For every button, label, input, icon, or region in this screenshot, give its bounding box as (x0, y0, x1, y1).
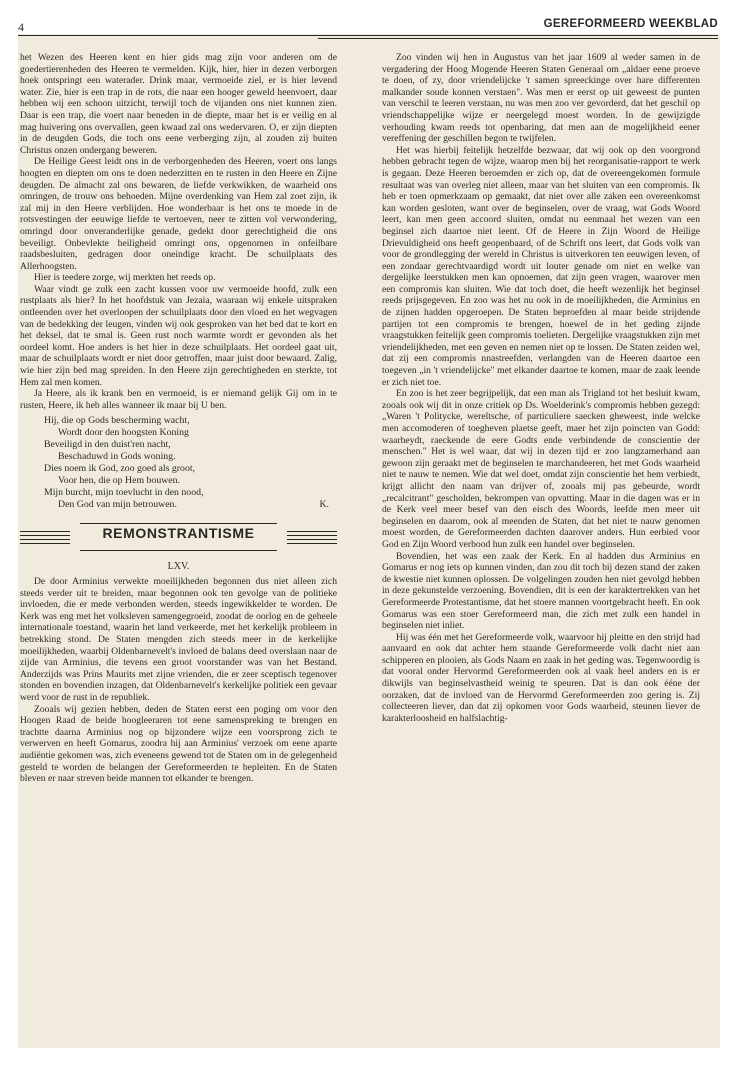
left-paragraph-6: De door Arminius verwekte moeilijkheden begonnen dus niet alleen zich steeds verder uit te breiden, maar begonnen ook ten gevolge van de politieke invloeden, die er mede verbonden werden, steeds ingewikkelder te worden. De Kerk was eng met het volksleven samengegroeid, zoodat de oorlog en de geheele internationale toestand, waarin het land verkeerde, met het kerkelijk probleem in betrekking stond. De Staten mengden zich steeds meer in de kerkelijke moeilijkheden, waarbij Oldenbarnevelt's invloed de balans deed overslaan naar de zijde van Arminius, die tevens een groot voorstander was van het Bestand. Anderzijds was Prins Maurits met zijne vrienden, die er zeer sceptisch tegenover stonden en bovendien inzagen, dat Oldenbarnevelt's kerkelijke politiek een gevaar werd voor de rust in de republiek. (20, 576, 337, 703)
left-column (20, 52, 337, 785)
right-paragraph-3: En zoo is het zeer begrijpelijk, dat een man als Trigland tot het besluit kwam, zooals ook wij dit in onze critiek op Ds. Woelderink's compromis hebben gezegd: „Waren 't Politycke, wereltsche, of particuliere saecken gheweest, inde welcke men accomoderen of toegheven plaetse geeft, maer het zijn poincten van Godd: waarheydt, raeckende de eere Godts ende verbindende de conscientie der menschen." Het is wel waar, dat wij in dezen tijd er zoo langzamerhand aan gewoon zijn geraakt met de beginselen te marchandeeren, het met Gods waarheid niet te nauw te nemen. Wie dat wel doet, omdat zijn conscientie het hem verbiedt, krijgt allicht den naam van drijver of, zooals mij pas gebeurde, wordt „recalcitrant" gescholden, bekrompen van opvatting. Maar in die dagen was er in de Kerk veel meer besef van den eisch des Woords, leefde men meer uit beginselen en daarom, ook al meenden de Staten, dat het niet te nauw genomen moest worden, de Gereformeerden dachten daarover anders. Hun eerbied voor God en Zijn Woord verbood hun zulk een handel over beginselen. (382, 388, 700, 550)
poem (44, 415, 337, 511)
poem-line: Mijn burcht, mijn toevlucht in den nood, (44, 487, 204, 499)
left-paragraph-7: Zooals wij gezien hebben, deden de Staten eerst een poging om voor den Hoogen Raad de beide hoogleeraren tot eene samenspreking te brengen en trachtte daarna Arminius nog op bijzondere wijze een voorsprong zich te verwerven en heeft Gomarus, zoodra hij aan Arminius' verzoek om eene aparte audiëntie gekomen was, zich eveneens gewend tot de Staten om in de gelegenheid gesteld te worden de belangen der Gereformeerden te bepleiten. En de Staten bleven er naar streven beide mannen tot elkander te brengen. (20, 703, 337, 785)
poem-line: Den God van mijn betrouwen. (58, 499, 177, 511)
left-paragraph-2: De Heilige Geest leidt ons in de verborgenheden des Heeren, voert ons langs hoogten en diepten om ons te doen nederzitten en te rusten in den Heere en Zijne deugden. De almacht zal ons bewaren, de liefde verkwikken, de waarheid ons omringen, de trouw ons behoeden. Mijne overdenking van Hem zal zoet zijn, ik zal mij in den Heere verblijden. Hoe wonderbaar is het ons te moede in de rotsvestingen der eeuwige liefde te vertoeven, neer te zitten vol verwondering, omringd door onveranderlijke genade, gedekt door gerechtigheid die ons beveiligt. Onbevlekte heiligheid omringt ons, opgenomen in onfeilbare raadsbesluiten, gedragen door oneindige kracht. De schuilplaats des Allerhoogsten. (20, 156, 337, 272)
poem-line: Dies noem ik God, zoo goed als groot, (44, 463, 196, 475)
right-paragraph-2: Het was hierbij feitelijk hetzelfde bezwaar, dat wij ook op den voorgrond hebben gebracht tegen de wijze, waarop men bij het reorganisatie-rapport te werk is gegaan. Deze Heeren beroemden er zich op, dat de overeengekomen formule resultaat was van overleg niet alleen, maar van het sluiten van een compromis. Ik heb er toen opmerkzaam op gemaakt, dat niet over alle zaken een overeenkomst kan worden gesloten, want over de beginselen, over de vraag, wat Gods Woord leert, kan men geen accoord sluiten, omdat nu eenmaal het wezen van een beginsel zich daartoe niet leent. Of de Heere in Zijn Woord de Heilige Drievuldigheid ons heeft geopenbaard, of de Schrift ons leert, dat Gods volk van voor de grondlegging der wereld in Christus is uitverkoren ten eeuwigen leven, of een zondaar gerechtvaardigd wordt uit louter genade om niet en welke van dergelijke leerstukken men kan opnoemen, dat zijn geen vragen, waarover men een compromis kan sluiten. Wie dat toch doet, die heeft wezenlijk het beginsel reeds prijsgegeven. En zoo was het nu ook in de moeilijkheden, die Arminius en de zijnen hadden opgeroepen. De Staten beproefden al maar beide strijdende partijen tot een compromis te brengen, hoewel de in het geding zijnde vraagstukken feitelijk geen compromis toelieten. Dergelijke vraagstukken zijn met vriendelijkheden, met een geven en nemen niet op te lossen. De Staten zeiden wel, dat zij een compromis nnastreefden, verlangden van de Heeren daartoe een toegeven „in 't vriendelijcke" met elkander daartoe te komen, maar de zaak leende er zich niet toe. (382, 144, 700, 388)
page-number: 4 (18, 20, 24, 34)
poem-line: Beveiligd in den duist'ren nacht, (44, 439, 171, 451)
heading-rule-top (80, 523, 277, 524)
right-column (382, 52, 700, 724)
right-paragraph-5: Hij was één met het Gereformeerde volk, waarvoor hij pleitte en den strijd had aanvaard en ook dat achter hem staande Gereformeerde volk dacht niet aan schipperen en plooien, als Gods Naam en zaak in het geding was. Tegenwoordig is dat vooral onder Hervormd Gereformeerden ook al vaak heel anders en is er dikwijls van beginselvastheid weinig te speuren. Dat is dan ook ééne der oorzaken, dat de invloed van de Hervormd Gereformeerden zoo gering is. Zij collecteeren liever, dan dat zij opkomen voor Gods waarheid, steunen liever de karakterloosheid en halfslachtig- (382, 631, 700, 724)
right-paragraph-1: Zoo vinden wij hen in Augustus van het jaar 1609 al weder samen in de vergadering der Hoog Mogende Heeren Staten Generaal om „aldaer eene proeve te doen, of zy, door vriendelijcke 't samen spreeckinge over hare differenten malkander soude konnen verstaen". Was men er eerst op uit geweest de punten van verschil te leeren verstaan, nu was men zoo ver gevorderd, dat het geschil op vriendschappelijke wijze er neergelegd moest worden. In de gewijzigde verhouding kwam reeds tot openbaring, dat men aan de mogelijkheid eener vereffening der geschillen begon te twijfelen. (382, 52, 700, 145)
poem-line: Wordt door den hoogsten Koning (58, 427, 189, 439)
poem-signature: K. (319, 499, 329, 511)
header-rule (18, 35, 718, 36)
journal-title: GEREFORMEERD WEEKBLAD (543, 18, 718, 30)
section-number: LXV. (167, 561, 190, 573)
left-paragraph-3: Hier is teedere zorge, wij merkten het reeds op. (34, 272, 216, 284)
left-paragraph-4: Waar vindt ge zulk een zacht kussen voor uw vermoeide hoofd, zulk een rustplaats als hier? In het hoofdstuk van Jezaia, waaraan wij enkele uitspraken ontleenden over het overloopen der schuilplaats door den vloed en het wegvagen van de bedekking der leugen, vinden wij ook gesproken van het bed dat te kort en het deksel, dat te smal is. Geen rust noch warmte wordt er gevonden als het oordeel komt. Hoe anders is het hier in deze schuilplaats. Het oordeel gaat uit, maar de schuilplaats wordt er niet door getroffen, maar juist door bewaard. Zalig, wie hier zijn bed mag spreiden. In den Heere zijn gerechtigheden en sterkte, tot Hem zal men komen. (20, 283, 337, 388)
poem-line: Hij, die op Gods bescherming wacht, (44, 415, 190, 427)
poem-last-line (44, 499, 337, 511)
section-heading (20, 523, 337, 553)
header-rule-secondary (318, 38, 718, 39)
heading-rule-bottom (80, 550, 277, 551)
heading-ornament-right (287, 531, 337, 545)
left-paragraph-5: Ja Heere, als ik krank ben en vermoeid, is er niemand gelijk Gij om in te rusten, Heere, ik heb alles wanneer ik maar bij U ben. (20, 388, 337, 411)
left-paragraph-1: het Wezen des Heeren kent en hier gids mag zijn voor anderen om de goedertierenheden des Heeren te vermelden. Kijk, hier, hier in dezen verborgen hoek ontspringt een waterader. Drink maar, vermoeide ziel, er is hier levend water. Zie, hier is een trap in de rots, die naar een hooger geweld heenvoert, daar hebben wij een schoon uitzicht, terwijl toch de vijanden ons niet kunnen zien. Daar is een trap, die voert naar beneden in de diepte, maar het is er veilig en al mag huivering ons overvallen, geen kwaad zal ons wedervaren. O, er zijn diepten in de deugden Gods, die toch ons eene verberging zijn, al zouden zij buiten Christus onzen ondergang beweren. (20, 52, 337, 156)
heading-ornament-left (20, 531, 70, 545)
page-header (18, 14, 718, 36)
poem-line: Voor hen, die op Hem bouwen. (58, 475, 180, 487)
section-title: REMONSTRANTISME (102, 525, 255, 542)
poem-line: Beschaduwd in Gods woning. (58, 451, 176, 463)
right-paragraph-4: Bovendien, het was een zaak der Kerk. En al hadden dus Arminius en Gomarus er nog iets op kunnen vinden, dan zou dit toch bij dezen stand der zaken de kwestie niet kunnen oplossen. De volgelingen zouden hen niet gevolgd hebben in deze gekunstelde verzoening. Bovendien, dit is een der karaktertrekken van het Gereformeerde Protestantisme, dat het stoere mannen voortgebracht heeft. En ook Gomarus was een stoer Gereformeerd man, die zich met zulk een handel in beginselen niet inliet. (382, 550, 700, 632)
